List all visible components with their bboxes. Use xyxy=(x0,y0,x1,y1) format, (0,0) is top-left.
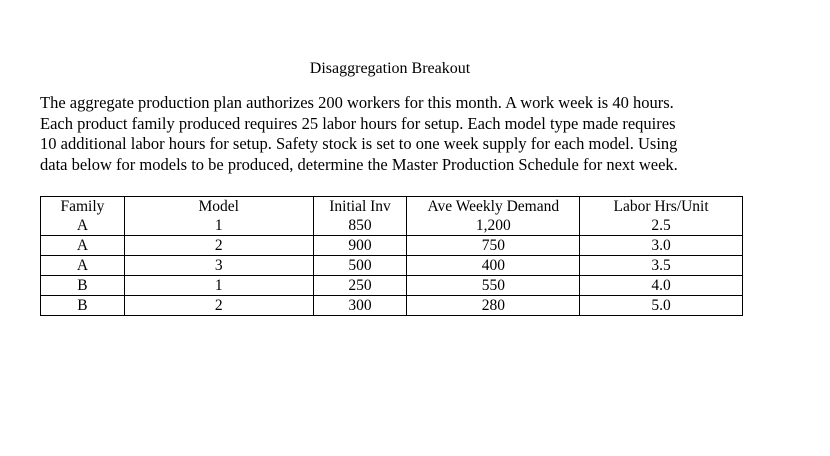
header-labor-hrs-unit: Labor Hrs/Unit xyxy=(580,197,743,217)
cell-ave-weekly-demand: 280 xyxy=(407,296,580,316)
paragraph-line: 10 additional labor hours for setup. Safety stock is set to one week supply for each model. Using xyxy=(40,134,678,153)
header-family: Family xyxy=(41,197,125,217)
cell-model: 3 xyxy=(124,256,313,276)
cell-family: A xyxy=(41,256,125,276)
cell-family: B xyxy=(41,296,125,316)
cell-family: B xyxy=(41,276,125,296)
cell-labor-hrs-unit: 3.5 xyxy=(580,256,743,276)
model-data-table xyxy=(40,196,743,316)
cell-ave-weekly-demand: 550 xyxy=(407,276,580,296)
paragraph-line: data below for models to be produced, determine the Master Production Schedule for next week. xyxy=(40,154,678,174)
cell-initial-inv: 850 xyxy=(313,216,407,236)
cell-model: 1 xyxy=(124,216,313,236)
table-row xyxy=(41,216,743,236)
cell-labor-hrs-unit: 4.0 xyxy=(580,276,743,296)
problem-paragraph xyxy=(40,93,800,175)
cell-ave-weekly-demand: 1,200 xyxy=(407,216,580,236)
header-model: Model xyxy=(124,197,313,217)
paragraph-line: The aggregate production plan authorizes 200 workers for this month. A work week is 40 hours. xyxy=(40,93,674,112)
header-ave-weekly-demand: Ave Weekly Demand xyxy=(407,197,580,217)
cell-initial-inv: 900 xyxy=(313,236,407,256)
cell-ave-weekly-demand: 400 xyxy=(407,256,580,276)
cell-ave-weekly-demand: 750 xyxy=(407,236,580,256)
cell-labor-hrs-unit: 5.0 xyxy=(580,296,743,316)
cell-initial-inv: 250 xyxy=(313,276,407,296)
cell-model: 2 xyxy=(124,236,313,256)
cell-model: 1 xyxy=(124,276,313,296)
cell-labor-hrs-unit: 2.5 xyxy=(580,216,743,236)
table-row xyxy=(41,296,743,316)
cell-model: 2 xyxy=(124,296,313,316)
table-row xyxy=(41,236,743,256)
table-header-row xyxy=(41,197,743,217)
cell-labor-hrs-unit: 3.0 xyxy=(580,236,743,256)
table-row xyxy=(41,256,743,276)
header-initial-inv: Initial Inv xyxy=(313,197,407,217)
page-title: Disaggregation Breakout xyxy=(309,60,471,77)
paragraph-line: Each product family produced requires 25 labor hours for setup. Each model type made requires xyxy=(40,113,676,133)
cell-family: A xyxy=(41,216,125,236)
cell-initial-inv: 500 xyxy=(313,256,407,276)
cell-initial-inv: 300 xyxy=(313,296,407,316)
table-row xyxy=(41,276,743,296)
cell-family: A xyxy=(41,236,125,256)
